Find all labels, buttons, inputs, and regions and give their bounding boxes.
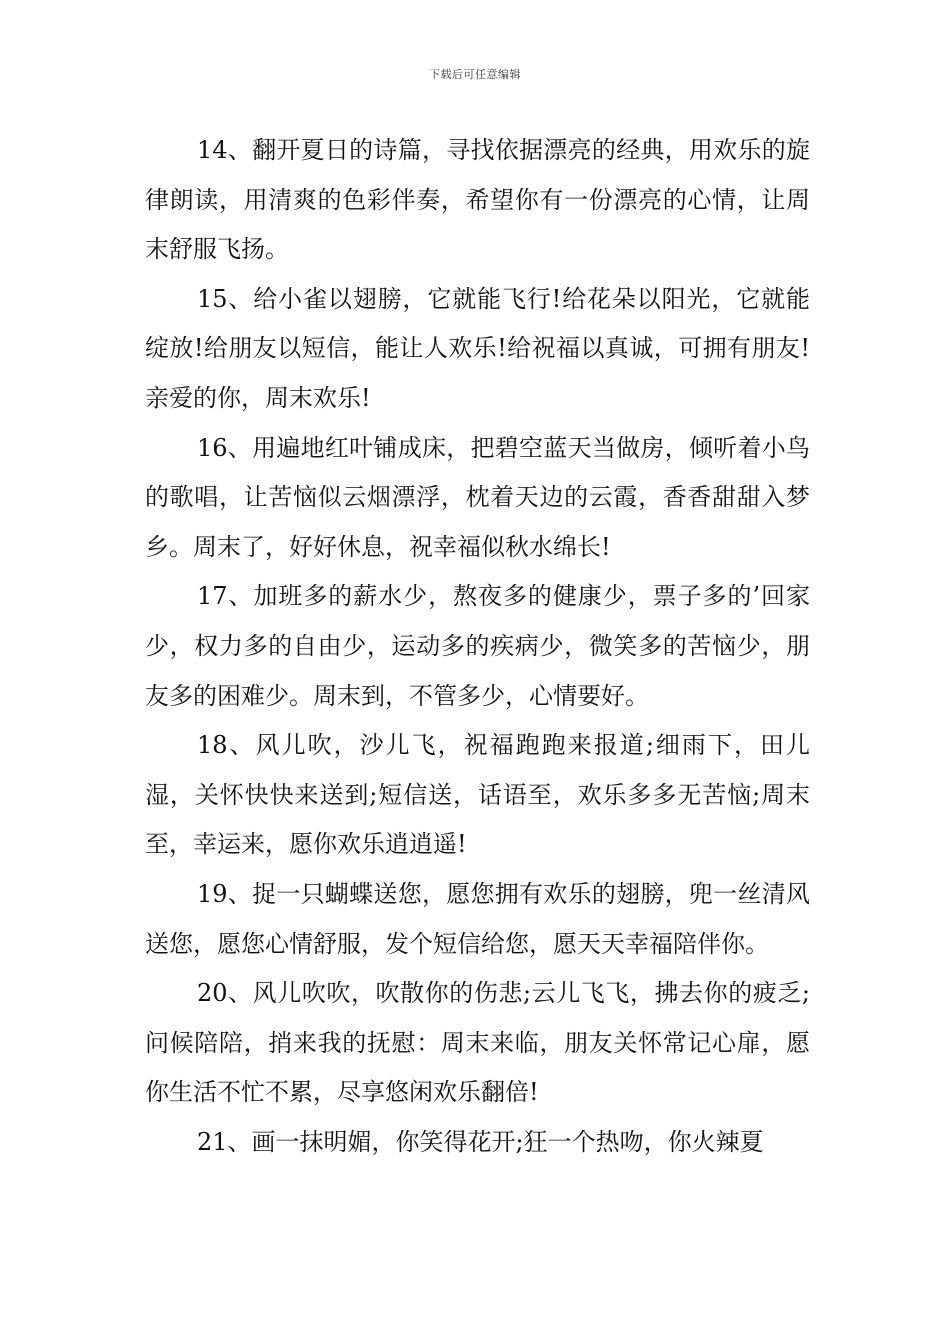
paragraph-17: 17、加班多的薪水少，熬夜多的健康少，票子多的’回家少，权力多的自由少，运动多的疾病少，微笑多的苦恼少，朋友多的困难少。周末到，不管多少，心情要好。 <box>145 582 810 710</box>
paragraph-20: 20、风儿吹吹，吹散你的伤悲;云儿飞飞，拂去你的疲乏;问候陪陪，捎来我的抚慰：周末来临，朋友关怀常记心扉，愿你生活不忙不累，尽享悠闲欢乐翻倍! <box>145 979 810 1107</box>
paragraph-18: 18、风儿吹，沙儿飞，祝福跑跑来报道;细雨下，田儿湿，关怀快快来送到;短信送，话语至，欢乐多多无苦恼;周末至，幸运来，愿你欢乐逍逍遥! <box>145 731 810 859</box>
paragraph-15: 15、给小雀以翅膀，它就能飞行!给花朵以阳光，它就能绽放!给朋友以短信，能让人欢乐!给祝福以真诚，可拥有朋友!亲爱的你，周末欢乐! <box>145 284 810 412</box>
paragraph-19: 19、捉一只蝴蝶送您，愿您拥有欢乐的翅膀，兜一丝清风送您，愿您心情舒服，发个短信给您，愿天天幸福陪伴你。 <box>145 879 810 958</box>
paragraph-16: 16、用遍地红叶铺成床，把碧空蓝天当做房，倾听着小鸟的歌唱，让苦恼似云烟漂浮，枕着天边的云霞，香香甜甜入梦乡。周末了，好好休息，祝幸福似秋水绵长! <box>145 433 810 561</box>
paragraph-14: 14、翻开夏日的诗篇，寻找依据漂亮的经典，用欢乐的旋律朗读，用清爽的色彩伴奏，希望你有一份漂亮的心情，让周末舒服飞扬。 <box>145 136 810 264</box>
paragraph-21: 21、画一抹明媚，你笑得花开;狂一个热吻，你火辣夏 <box>197 1127 764 1156</box>
document-body <box>145 126 810 1167</box>
page-header: 下载后可任意编辑 <box>429 68 521 81</box>
